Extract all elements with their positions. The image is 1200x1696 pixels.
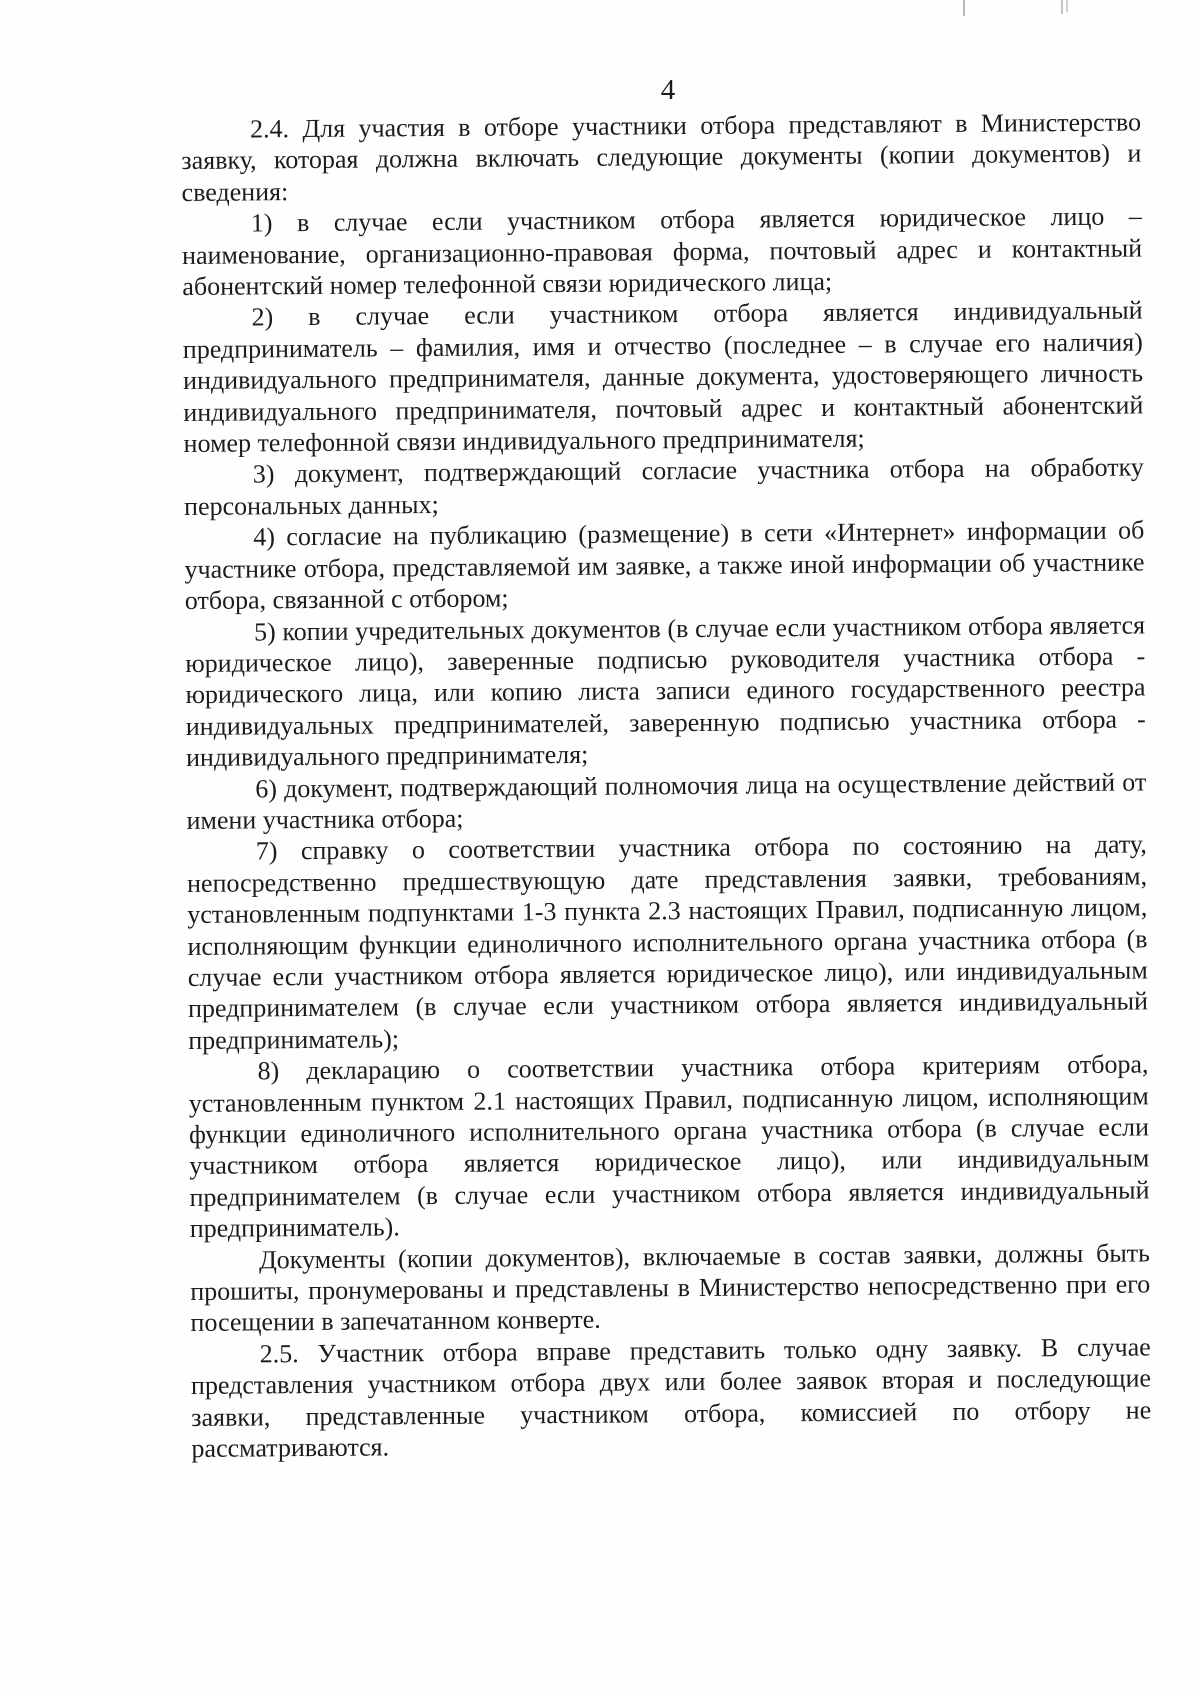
paragraph-2-5: 2.5. Участник отбора вправе представить только одну заявку. В случае представления участником отбора двух или более заявок вторая и последующие заявки, представленные участником отбора, комиссией по отбору не рассматриваются. [190, 1332, 1152, 1464]
paragraph-2-4: 2.4. Для участия в отборе участники отбора представляют в Министерство заявку, которая должна включать следующие документы (копии документов) и сведения: [181, 107, 1142, 207]
list-item-3: 3) документ, подтверждающий согласие участника отбора на обработку персональных данных; [183, 452, 1144, 521]
list-item-8: 8) декларацию о соответствии участника отбора критериям отбора, установленным пунктом 2.1 настоящих Правил, подписанную лицом, исполняющим функции единоличного исполнительного органа участника отбора (в случае если участником отбора является юридическое лицо), или индивидуальным предпринимателем (в случае если участником отбора является индивидуальный предприниматель). [188, 1049, 1150, 1244]
list-item-7: 7) справку о соответствии участника отбора по состоянию на дату, непосредственно предшествующую дате представления заявки, требованиям, установленным подпунктами 1-3 пункта 2.3 настоящих Правил, подписанную лицом, исполняющим функции единоличного исполнительного органа участника отбора (в случае если участником отбора является юридическое лицо), или индивидуальным предпринимателем (в случае если участником отбора является индивидуальный предприниматель); [186, 829, 1149, 1055]
document-body [181, 106, 1152, 1464]
list-item-1: 1) в случае если участником отбора является юридическое лицо – наименование, организационно-правовая форма, почтовый адрес и контактный абонентский номер телефонной связи юридического лица; [181, 201, 1143, 302]
list-item-6: 6) документ, подтверждающий полномочия лица на осуществление действий от имени участника отбора; [186, 766, 1147, 835]
list-item-4: 4) согласие на публикацию (размещение) в сети «Интернет» информации об участнике отбора, представляемой им заявке, а также иной информации об участнике отбора, связанной с отбором; [184, 515, 1145, 616]
scan-artifact [1061, 0, 1063, 14]
paragraph-documents: Документы (копии документов), включаемые в состав заявки, должны быть прошиты, пронумерованы и представлены в Министерство непосредственно при его посещении в запечатанном конверте. [190, 1238, 1151, 1338]
scan-artifact [963, 0, 965, 16]
page-number: 4 [660, 74, 676, 106]
list-item-2: 2) в случае если участником отбора является индивидуальный предприниматель – фамилия, имя и отчество (последнее – в случае его наличия) индивидуального предпринимателя, данные документа, удостоверяющего личность индивидуального предпринимателя, почтовый адрес и контактный абонентский номер телефонной связи индивидуального предпринимателя; [182, 295, 1144, 459]
scan-artifact [1066, 0, 1068, 12]
list-item-5: 5) копии учредительных документов (в случае если участником отбора является юридическое лицо), заверенные подписью руководителя участника отбора - юридического лица, или копию листа записи единого государственного реестра индивидуальных предпринимателей, заверенную подписью участника отбора - индивидуального предпринимателя; [185, 609, 1146, 773]
